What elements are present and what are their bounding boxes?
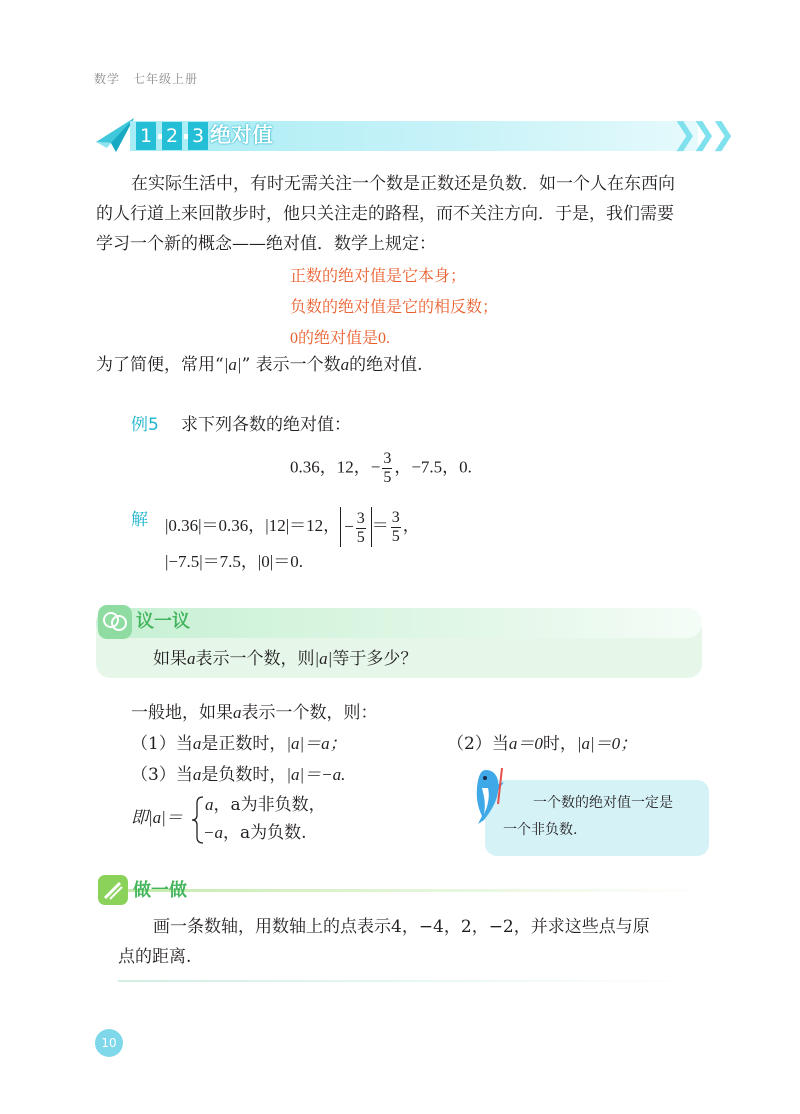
- rule-zero-text: 的绝对值是: [298, 328, 379, 347]
- tip-box: [485, 780, 709, 856]
- tip-line-2: 一个非负数.: [503, 822, 578, 838]
- section-number-2: 2: [162, 122, 182, 150]
- case-equation: |a|＝a；: [286, 734, 347, 753]
- discuss-chat-icon: [98, 605, 132, 639]
- notation-pre: 为了简便，常用“: [96, 355, 224, 375]
- example-prompt: 求下列各数的绝对值：: [181, 415, 351, 435]
- pencil-icon: [98, 875, 128, 905]
- case-mid: 是负数时，: [201, 765, 287, 785]
- variable-a: a: [233, 703, 242, 722]
- doit-label: 做一做: [133, 880, 187, 901]
- minus-sign: −: [344, 517, 354, 536]
- doit-line-1: 画一条数轴，用数轴上的点表示4，−4，2，−2，并求这些点与原: [153, 917, 650, 937]
- notation-post: 的绝对值.: [349, 355, 423, 375]
- rule-negative: 负数的绝对值是它的相反数；: [290, 297, 499, 316]
- abs-notation: |a|: [314, 649, 333, 668]
- zero-end: 0.: [378, 330, 391, 347]
- fraction-denominator: 5: [383, 469, 392, 486]
- question-pre: 如果: [153, 649, 187, 669]
- section-number-3: 3: [188, 122, 208, 150]
- dolphin-mascot-icon: [468, 764, 508, 826]
- abs-bars: [340, 507, 372, 547]
- rule-zero: [290, 325, 390, 352]
- example-number-list: [290, 450, 472, 487]
- variable-a: a: [187, 649, 196, 668]
- fraction-numerator: 3: [383, 450, 392, 467]
- list-part-a: 0.36，12，−: [290, 457, 381, 477]
- list-part-b: ，−7.5，0.: [394, 457, 472, 477]
- chevron-decoration-icon: ❯❯❯: [672, 117, 730, 152]
- piecewise-lhs: 即|a|＝: [131, 808, 183, 827]
- case-condition: a＝0: [508, 734, 543, 753]
- intro-pre: 一般地，如果: [131, 703, 233, 723]
- variable-a: a: [192, 765, 202, 784]
- notation-mid: ” 表示一个数: [241, 355, 341, 375]
- negative-a: −a: [203, 823, 223, 842]
- doit-line-2: 点的距离.: [118, 947, 192, 967]
- discuss-question: [153, 646, 417, 672]
- example-label: 例5: [131, 415, 159, 435]
- piecewise-row-1: [205, 792, 326, 818]
- piece-condition: ，a为非负数，: [213, 795, 326, 815]
- notation-line: [96, 352, 423, 378]
- case-mid: 时，: [542, 734, 577, 754]
- case-equation: |a|＝0；: [576, 734, 638, 753]
- piecewise-row-2: [203, 820, 307, 846]
- case-pre: （1）当: [131, 734, 193, 754]
- intro-line-2: 的人行道上来回散步时，他只关注走的路程，而不关注方向．于是，我们需要: [96, 204, 674, 224]
- case-pre: （2）当: [447, 734, 509, 754]
- section-number-1: 1: [136, 122, 156, 150]
- fraction-numerator: 3: [391, 508, 400, 526]
- variable-a: a: [340, 355, 350, 374]
- equals-sign: ＝: [371, 515, 389, 535]
- doit-header-line: [128, 889, 708, 892]
- intro-line-3: 学习一个新的概念——绝对值．数学上规定：: [96, 234, 436, 254]
- solution-line-1: [165, 507, 420, 547]
- piece-condition: ，a为负数.: [222, 823, 307, 843]
- question-mid: 表示一个数，则: [195, 649, 315, 669]
- case-pre: （3）当: [131, 765, 193, 785]
- intro-post: 表示一个数，则：: [241, 703, 378, 723]
- comma: ，: [402, 515, 420, 535]
- fraction: [356, 510, 366, 547]
- fraction-numerator: 3: [356, 509, 365, 527]
- intro-line-1: 在实际生活中，有时无需关注一个数是正数还是负数．如一个人在东西向: [131, 174, 675, 194]
- fraction-denominator: 5: [356, 528, 365, 546]
- solution-label: 解: [131, 510, 148, 530]
- general-intro: [131, 700, 378, 726]
- case-1: [131, 731, 347, 757]
- fraction-denominator: 5: [391, 527, 400, 545]
- solution-part-a: |0.36|＝0.36，|12|＝12，: [165, 515, 341, 535]
- variable-a: a: [192, 734, 202, 753]
- abs-notation: |a|: [223, 355, 242, 374]
- rule-positive: 正数的绝对值是它本身；: [290, 266, 467, 285]
- question-post: 等于多少？: [332, 649, 418, 669]
- case-3: [131, 762, 345, 788]
- section-title: 绝对值: [210, 123, 273, 147]
- page-number: 10: [95, 1029, 123, 1057]
- zero: 0: [290, 330, 298, 347]
- case-2: [447, 731, 637, 757]
- case-equation: |a|＝−a.: [286, 765, 346, 784]
- variable-a: a: [205, 795, 214, 814]
- solution-line-2: |−7.5|＝7.5，|0|＝0.: [165, 552, 303, 571]
- tip-line-1: 一个数的绝对值一定是: [533, 795, 673, 811]
- fraction: [391, 509, 401, 546]
- doit-bottom-line: [118, 980, 698, 982]
- case-mid: 是正数时，: [201, 734, 287, 754]
- fraction: [382, 450, 392, 487]
- page-header: 数学 七年级上册: [94, 72, 199, 86]
- discuss-label: 议一议: [136, 611, 190, 632]
